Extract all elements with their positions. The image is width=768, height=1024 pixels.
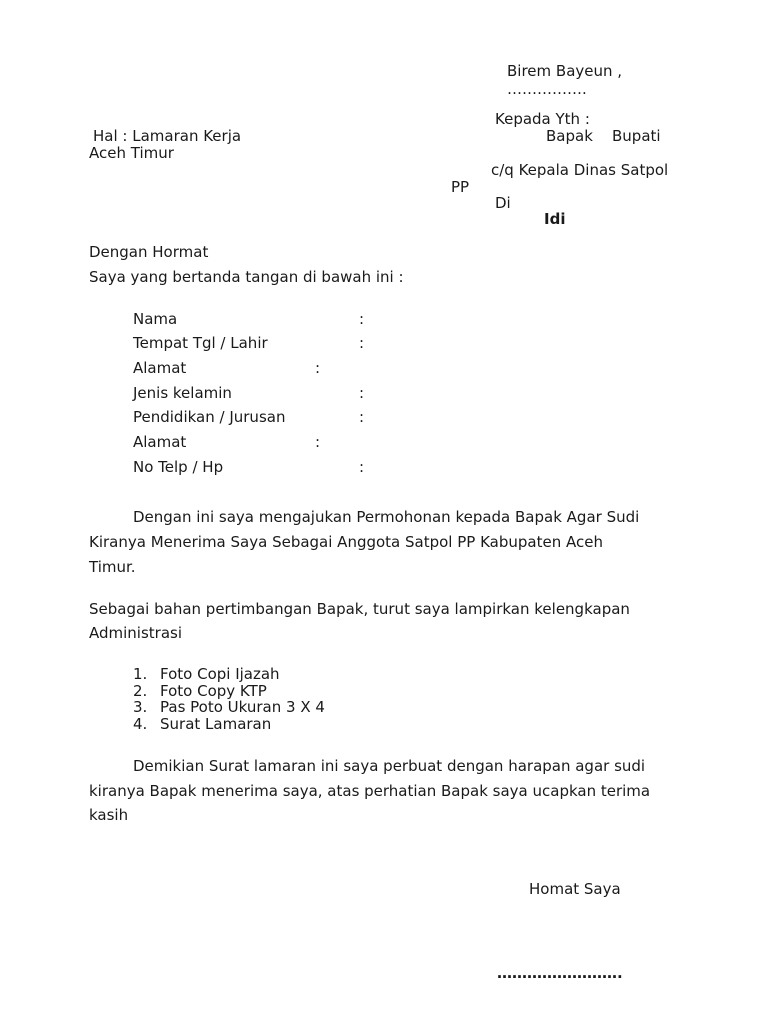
body-para2-line2: Administrasi xyxy=(89,624,183,642)
recipient-di: Di xyxy=(495,194,511,212)
field-label-pendidikan: Pendidikan / Jurusan xyxy=(133,408,286,426)
field-colon: : xyxy=(359,408,365,426)
sign-off: Homat Saya xyxy=(529,880,621,898)
field-colon: : xyxy=(359,310,365,328)
field-label-nama: Nama xyxy=(133,310,178,328)
recipient-pp: PP xyxy=(451,178,470,196)
greeting: Dengan Hormat xyxy=(89,243,209,261)
closing-line1: Demikian Surat lamaran ini saya perbuat dengan harapan agar sudi xyxy=(133,757,646,775)
list-item-number: 3. xyxy=(133,698,148,716)
subject-hal: Hal : Lamaran Kerja xyxy=(93,127,242,145)
field-colon: : xyxy=(359,458,365,476)
date-placeholder: ……………. xyxy=(507,80,587,98)
recipient-bapak: Bapak xyxy=(546,127,593,145)
recipient-kepada: Kepada Yth : xyxy=(495,110,590,128)
recipient-cq: c/q Kepala Dinas Satpol xyxy=(491,161,669,179)
body-para1-line3: Timur. xyxy=(89,558,136,576)
field-colon: : xyxy=(359,384,365,402)
field-colon: : xyxy=(359,334,365,352)
list-item: Surat Lamaran xyxy=(160,715,272,733)
field-label-alamat: Alamat xyxy=(133,359,187,377)
body-para2-line1: Sebagai bahan pertimbangan Bapak, turut saya lampirkan kelengkapan xyxy=(89,600,630,618)
recipient-city: Idi xyxy=(544,210,566,228)
list-item: Foto Copi Ijazah xyxy=(160,665,280,683)
field-label-telp: No Telp / Hp xyxy=(133,458,224,476)
body-para1-line2: Kiranya Menerima Saya Sebagai Anggota Satpol PP Kabupaten Aceh xyxy=(89,533,603,551)
field-label-ttl: Tempat Tgl / Lahir xyxy=(133,334,268,352)
list-item: Foto Copy KTP xyxy=(160,682,267,700)
intro-text: Saya yang bertanda tangan di bawah ini : xyxy=(89,268,404,286)
list-item-number: 1. xyxy=(133,665,148,683)
signature-placeholder: ……………………. xyxy=(497,964,623,982)
field-label-alamat-2: Alamat xyxy=(133,433,187,451)
body-para1-line1: Dengan ini saya mengajukan Permohonan kepada Bapak Agar Sudi xyxy=(133,508,640,526)
closing-line2: kiranya Bapak menerima saya, atas perhatian Bapak saya ucapkan terima xyxy=(89,782,651,800)
place-text: Birem Bayeun , xyxy=(507,62,623,80)
field-colon: : xyxy=(315,359,321,377)
field-label-jenis-kelamin: Jenis kelamin xyxy=(133,384,232,402)
list-item-number: 2. xyxy=(133,682,148,700)
subject-region: Aceh Timur xyxy=(89,144,174,162)
field-colon: : xyxy=(315,433,321,451)
list-item-number: 4. xyxy=(133,715,148,733)
closing-line3: kasih xyxy=(89,806,129,824)
recipient-bupati: Bupati xyxy=(612,127,661,145)
list-item: Pas Poto Ukuran 3 X 4 xyxy=(160,698,325,716)
